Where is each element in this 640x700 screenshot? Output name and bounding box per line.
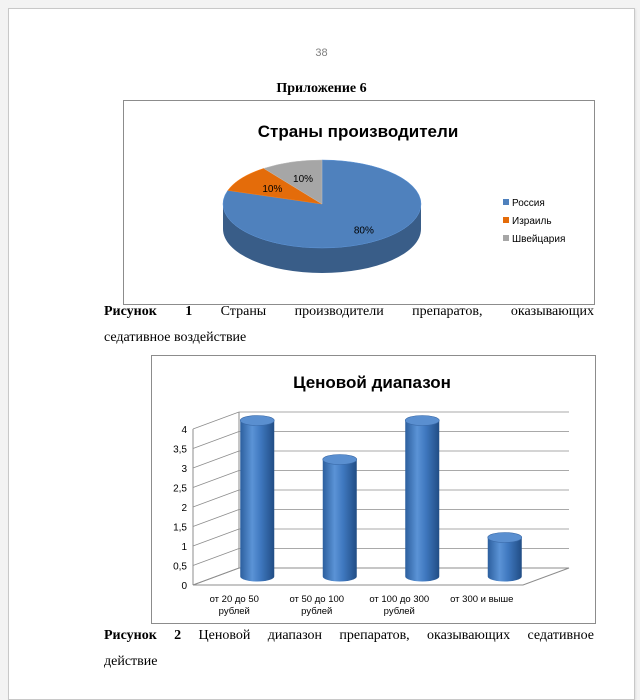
y-tick-label: 4 (181, 425, 187, 436)
legend-label: Швейцария (512, 234, 566, 245)
pie-data-label: 10% (293, 174, 314, 186)
legend-swatch (503, 217, 509, 223)
x-category-label: от 300 и выше (450, 594, 514, 605)
bar-cylinder-top (405, 416, 439, 426)
figure-2-label: Рисунок 2 (104, 628, 182, 643)
x-category-label: от 100 до 300 (369, 594, 430, 605)
y-tick-label: 3 (181, 464, 187, 475)
bar-cylinder-top (323, 455, 357, 465)
bar-chart-frame (151, 355, 596, 624)
y-tick-label: 2 (181, 503, 187, 514)
x-category-label: рублей (301, 606, 333, 617)
figure-1-text: Страны производители препаратов, оказывающих (220, 304, 594, 319)
y-tick-label: 0 (181, 581, 187, 592)
figure-2-caption-line2: действие (104, 654, 158, 669)
figure-1-label: Рисунок 1 (104, 304, 193, 319)
bar-cylinder (240, 421, 274, 582)
figure-1-caption-line2: седативное воздействие (104, 330, 247, 345)
x-category-label: от 50 до 100 (289, 594, 345, 605)
grid-line-side (193, 510, 239, 527)
page-number: 38 (315, 47, 328, 59)
grid-line-side (193, 529, 239, 546)
grid-line-side (193, 451, 239, 468)
x-category-label: рублей (218, 606, 250, 617)
pie-chart-frame (123, 100, 595, 305)
y-tick-label: 1,5 (173, 522, 187, 534)
appendix-title: Приложение 6 (276, 81, 367, 96)
grid-line-side (193, 549, 239, 566)
bar-chart (152, 356, 595, 623)
legend-label: Россия (512, 198, 545, 209)
figure-2-caption-line1 (104, 623, 594, 649)
pie-data-label: 80% (353, 225, 374, 237)
bar-cylinder-top (488, 533, 522, 543)
x-category-label: рублей (383, 606, 415, 617)
y-tick-label: 3,5 (173, 444, 187, 456)
document-page (8, 8, 635, 700)
bar-chart-title: Ценовой диапазон (293, 373, 451, 392)
bar-cylinder (488, 538, 522, 582)
y-tick-label: 0,5 (173, 561, 187, 573)
bar-cylinder-top (240, 416, 274, 426)
bar-cylinder (405, 421, 439, 582)
y-tick-label: 2,5 (173, 483, 187, 495)
x-category-label: от 20 до 50 (209, 594, 259, 605)
grid-line-side (193, 490, 239, 507)
grid-line-side (193, 471, 239, 488)
bar-cylinder (323, 460, 357, 582)
figure-2-text: Ценовой диапазон препаратов, оказывающих седативное (198, 628, 595, 643)
grid-line-side (193, 412, 239, 429)
legend-swatch (503, 199, 509, 205)
y-tick-label: 1 (181, 542, 187, 553)
grid-line-side (193, 432, 239, 449)
pie-chart (124, 101, 594, 304)
pie-chart-title: Страны производители (257, 122, 459, 141)
legend-label: Израиль (512, 216, 552, 227)
figure-1-caption-line1 (104, 299, 594, 325)
legend-swatch (503, 235, 509, 241)
pie-data-label: 10% (262, 183, 283, 195)
